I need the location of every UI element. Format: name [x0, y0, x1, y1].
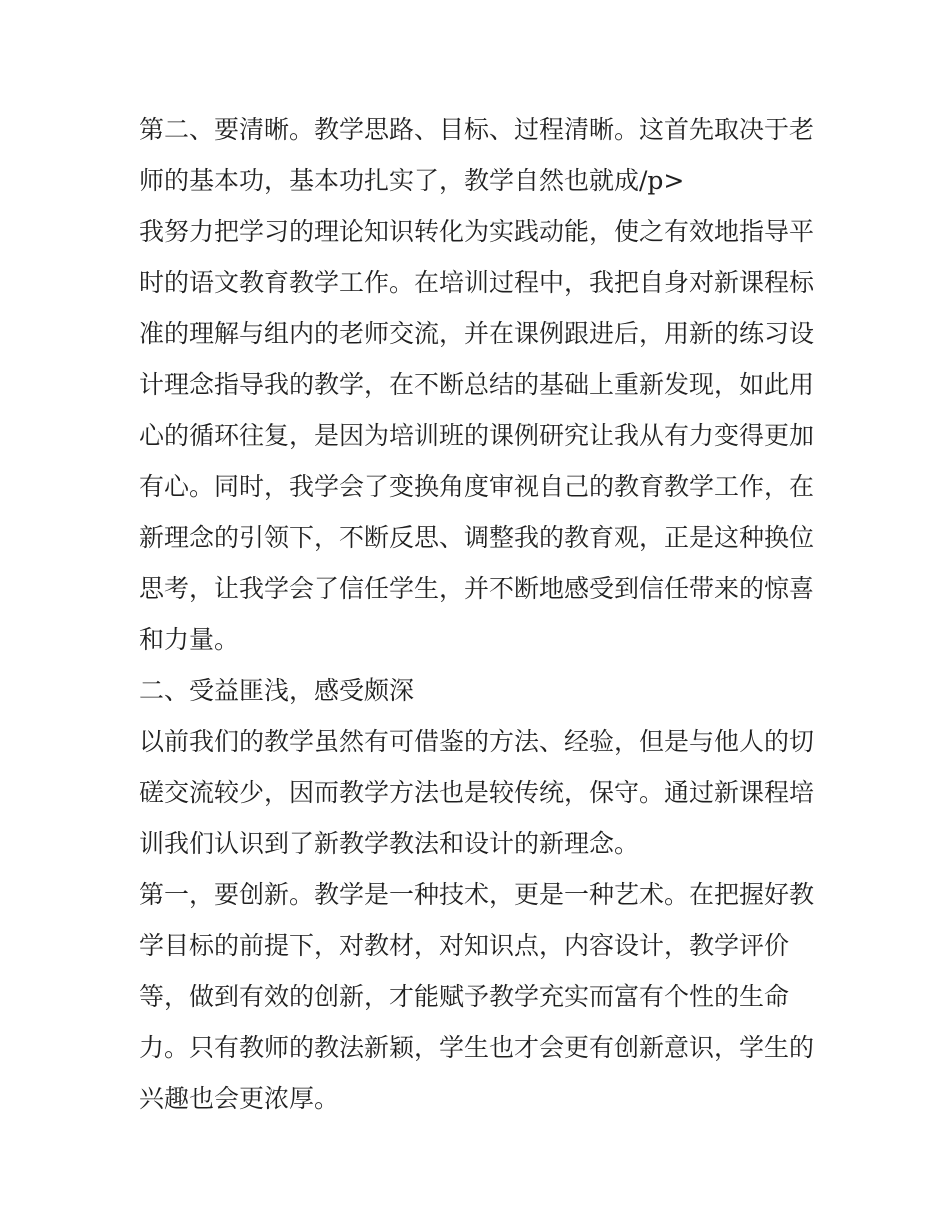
- text-line: 力。只有教师的教法新颖，学生也才会更有创新意识，学生的: [139, 1033, 815, 1062]
- section-heading: 二、受益匪浅，感受颇深: [139, 676, 415, 705]
- text-line: 我努力把学习的理论知识转化为实践动能，使之有效地指导平: [139, 217, 815, 246]
- text-line: 第一，要创新。教学是一种技术，更是一种艺术。在把握好教: [139, 880, 815, 909]
- text-line: 磋交流较少，因而教学方法也是较传统，保守。通过新课程培: [139, 778, 815, 807]
- text-line: 师的基本功，基本功扎实了，教学自然也就成/p>: [139, 166, 685, 195]
- text-line: 学目标的前提下，对教材，对知识点，内容设计，教学评价: [139, 931, 790, 960]
- text-line: 有心。同时，我学会了变换角度审视自己的教育教学工作，在: [139, 472, 815, 501]
- text-line: 训我们认识到了新教学教法和设计的新理念。: [139, 829, 640, 858]
- text-line: 计理念指导我的教学，在不断总结的基础上重新发现，如此用: [139, 370, 815, 399]
- text-line: 准的理解与组内的老师交流，并在课例跟进后，用新的练习设: [139, 319, 815, 348]
- text-line: 第二、要清晰。教学思路、目标、过程清晰。这首先取决于老: [139, 115, 815, 144]
- text-line: 思考，让我学会了信任学生，并不断地感受到信任带来的惊喜: [139, 574, 815, 603]
- text-line: 新理念的引领下，不断反思、调整我的教育观，正是这种换位: [139, 523, 815, 552]
- text-line: 兴趣也会更浓厚。: [139, 1084, 340, 1113]
- text-line: 以前我们的教学虽然有可借鉴的方法、经验，但是与他人的切: [139, 727, 815, 756]
- text-line: 时的语文教育教学工作。在培训过程中，我把自身对新课程标: [139, 268, 815, 297]
- text-line: 心的循环往复，是因为培训班的课例研究让我从有力变得更加: [139, 421, 815, 450]
- text-line: 和力量。: [139, 625, 240, 654]
- text-line: 等，做到有效的创新，才能赋予教学充实而富有个性的生命: [139, 982, 790, 1011]
